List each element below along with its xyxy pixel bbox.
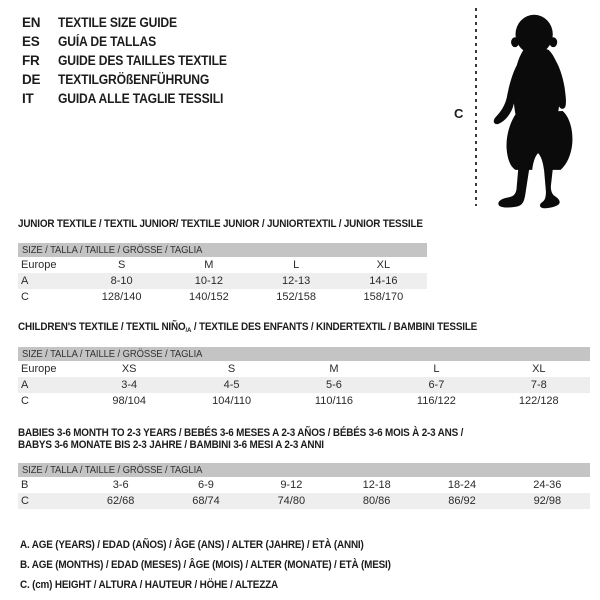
height-cell: 86/92 [448, 495, 476, 507]
table-title: BABIES 3-6 MONTH TO 2-3 YEARS / BEBÉS 3-6 MESES A 2-3 AÑOS / BÉBÉS 3-6 MOIS À 2-3 ANS / BABYS 3-6 MONATE BIS 2-3 JAHRE / BAMBINI 3-6 MESI A 2-3 ANNI [18, 427, 464, 451]
height-cell: 74/80 [277, 495, 306, 507]
age-cell: 10-12 [194, 275, 223, 287]
age-cell: 9-12 [280, 479, 303, 491]
table-row [18, 477, 590, 493]
age-cell: 3-4 [121, 379, 138, 391]
size-header-bar: SIZE / TALLA / TAILLE / GRÖSSE / TAGLIA [18, 243, 427, 257]
age-cell: 18-24 [447, 479, 477, 491]
size-cell: M [329, 363, 339, 375]
height-cell: 158/170 [363, 291, 404, 303]
footnote-age-years: A. AGE (YEARS) / EDAD (AÑOS) / ÂGE (ANS) / ALTER (JAHRE) / ETÀ (ANNI) [20, 539, 364, 551]
size-cell: S [117, 259, 126, 271]
table-row [18, 377, 590, 393]
babies-textile-table [18, 427, 590, 513]
height-cell: 80/86 [362, 495, 391, 507]
junior-textile-table [18, 218, 427, 308]
age-cell: 24-36 [533, 479, 562, 491]
age-cell: 14-16 [369, 275, 398, 287]
row-label: B [21, 479, 29, 491]
language-title-list [22, 13, 246, 108]
height-cell: 62/68 [106, 495, 135, 507]
row-label: A [21, 379, 29, 391]
height-measure-label: C [454, 106, 464, 121]
guide-title: TEXTILGRÖßENFÜHRUNG [58, 72, 210, 87]
height-dashed-line [475, 8, 477, 206]
size-cell: XL [532, 363, 546, 375]
footnote-height-cm: C. (cm) HEIGHT / ALTURA / HAUTEUR / HÖHE / ALTEZZA [20, 579, 278, 591]
age-cell: 3-6 [112, 479, 129, 491]
size-cell: L [433, 363, 440, 375]
row-label: A [21, 275, 29, 287]
language-code: FR [22, 53, 40, 68]
size-header-bar: SIZE / TALLA / TAILLE / GRÖSSE / TAGLIA [18, 347, 590, 361]
size-cell: S [227, 363, 236, 375]
age-cell: 6-7 [428, 379, 445, 391]
size-cell: L [293, 259, 300, 271]
guide-title: TEXTILE SIZE GUIDE [58, 15, 177, 30]
age-cell: 7-8 [530, 379, 547, 391]
height-cell: 104/110 [212, 395, 252, 407]
list-item [22, 51, 246, 70]
table-row [18, 361, 590, 377]
row-label: C [21, 291, 29, 303]
height-cell: 152/158 [276, 291, 316, 303]
childrens-textile-table [18, 321, 590, 413]
age-cell: 12-18 [362, 479, 391, 491]
size-cell: XL [376, 259, 391, 271]
height-cell: 98/104 [112, 395, 147, 407]
table-row [18, 493, 590, 509]
row-label: Europe [21, 259, 57, 271]
age-cell: 4-5 [223, 379, 240, 391]
height-cell: 110/116 [314, 395, 354, 407]
height-cell: 122/128 [518, 395, 559, 407]
language-code: EN [22, 15, 41, 30]
age-cell: 12-13 [282, 275, 311, 287]
height-cell: 116/122 [416, 395, 456, 407]
table-row [18, 257, 427, 273]
age-cell: 6-9 [198, 479, 214, 491]
table-row [18, 273, 427, 289]
table-title: JUNIOR TEXTILE / TEXTIL JUNIOR/ TEXTILE JUNIOR / JUNIORTEXTIL / JUNIOR TESSILE [18, 218, 423, 230]
row-label: C [21, 395, 29, 407]
size-cell: M [204, 259, 214, 271]
list-item [22, 89, 246, 108]
language-code: DE [22, 72, 41, 87]
height-cell: 68/74 [192, 495, 220, 507]
age-cell: 8-10 [110, 275, 133, 287]
footnote-age-months: B. AGE (MONTHS) / EDAD (MESES) / ÂGE (MOIS) / ALTER (MONATE) / ETÀ (MESI) [20, 559, 391, 571]
list-item [22, 32, 246, 51]
toddler-silhouette-icon [488, 4, 596, 212]
list-item [22, 70, 246, 89]
row-label: Europe [21, 363, 57, 375]
table-title: CHILDREN'S TEXTILE / TEXTIL $NIÑO_{/A}$ / TEXTILE DES ENFANTS / KINDERTEXTIL / BAMBINI TESSILE [18, 321, 478, 334]
table-row [18, 289, 427, 305]
size-header-bar: SIZE / TALLA / TAILLE / GRÖSSE / TAGLIA [18, 463, 590, 477]
row-label: C [21, 495, 29, 507]
age-cell: 5-6 [326, 379, 342, 391]
language-code: ES [22, 34, 40, 49]
legend-footnotes [20, 535, 432, 595]
table-row [18, 393, 590, 409]
height-cell: 92/98 [533, 495, 562, 507]
nino-a-subscript: /A [185, 327, 192, 334]
list-item [22, 13, 246, 32]
language-code: IT [22, 91, 34, 106]
height-cell: 128/140 [101, 291, 142, 303]
height-cell: 140/152 [188, 291, 229, 303]
guide-title: GUÍA DE TALLAS [58, 34, 157, 49]
guide-title: GUIDA ALLE TAGLIE TESSILI [58, 91, 224, 106]
guide-title: GUIDE DES TAILLES TEXTILE [58, 53, 227, 68]
size-cell: XS [121, 363, 137, 375]
